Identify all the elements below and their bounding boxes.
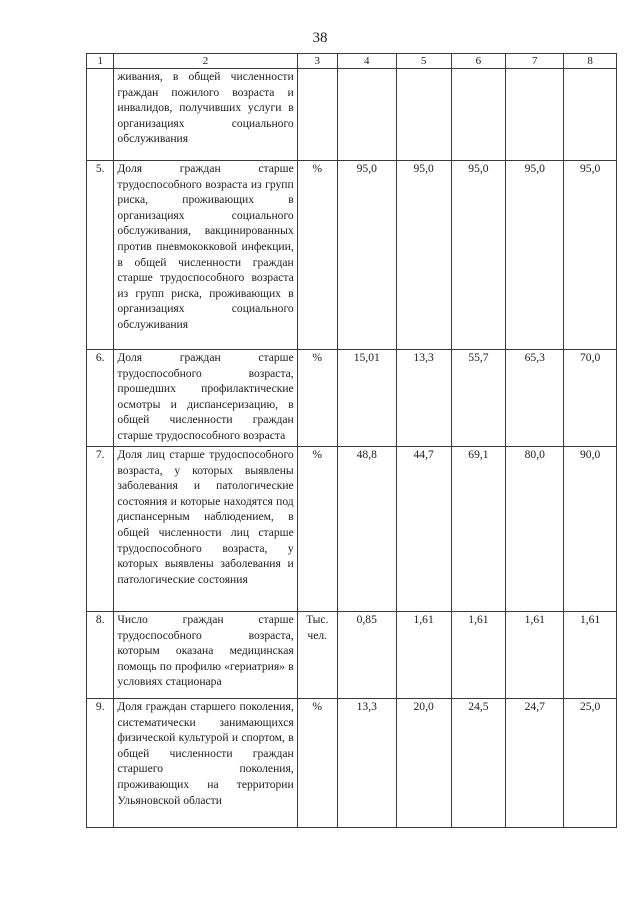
column-header: 6 (451, 54, 506, 69)
indicator-name: Доля граждан старшего поколения, систематически занимающихся физической культурой и спортом, в общей численности граждан старшего поколения, проживающих на территории Ульяновской области (114, 699, 297, 828)
value-cell (337, 69, 396, 161)
row-number: 7. (87, 447, 114, 612)
row-number: 8. (87, 612, 114, 699)
value-cell (506, 69, 564, 161)
value-cell: 95,0 (506, 161, 564, 350)
table-row (87, 161, 617, 350)
value-cell: 90,0 (564, 447, 617, 612)
row-number (87, 69, 114, 161)
column-number-row (87, 54, 617, 69)
unit-cell: Тыс. чел. (297, 612, 337, 699)
value-cell: 70,0 (564, 350, 617, 447)
value-cell: 1,61 (564, 612, 617, 699)
value-cell: 65,3 (506, 350, 564, 447)
value-cell: 95,0 (396, 161, 451, 350)
value-cell: 95,0 (451, 161, 506, 350)
value-cell: 13,3 (396, 350, 451, 447)
value-cell: 69,1 (451, 447, 506, 612)
value-cell: 55,7 (451, 350, 506, 447)
value-cell: 1,61 (451, 612, 506, 699)
value-cell: 25,0 (564, 699, 617, 828)
value-cell: 95,0 (564, 161, 617, 350)
column-header: 8 (564, 54, 617, 69)
unit-cell (297, 69, 337, 161)
value-cell: 24,7 (506, 699, 564, 828)
table-row (87, 69, 617, 161)
value-cell: 0,85 (337, 612, 396, 699)
value-cell (451, 69, 506, 161)
column-header: 5 (396, 54, 451, 69)
table-row (87, 612, 617, 699)
table-row (87, 699, 617, 828)
value-cell (396, 69, 451, 161)
value-cell: 20,0 (396, 699, 451, 828)
value-cell: 1,61 (506, 612, 564, 699)
value-cell: 44,7 (396, 447, 451, 612)
page-number: 38 (312, 30, 328, 46)
column-header: 3 (297, 54, 337, 69)
indicator-table (86, 53, 617, 828)
row-number: 9. (87, 699, 114, 828)
table-row (87, 447, 617, 612)
value-cell: 24,5 (451, 699, 506, 828)
value-cell: 13,3 (337, 699, 396, 828)
unit-cell: % (297, 447, 337, 612)
unit-cell: % (297, 699, 337, 828)
value-cell: 15,01 (337, 350, 396, 447)
value-cell (564, 69, 617, 161)
column-header: 2 (114, 54, 297, 69)
unit-cell: % (297, 161, 337, 350)
indicator-name: Доля лиц старше трудоспособного возраста, у которых выявлены заболевания и патологические состояния и которые находятся под диспансерным наблюдением, в общей численности лиц старше трудоспособного возраста, у которых выявлены заболевания и патологические состояния (114, 447, 297, 612)
indicator-name: Число граждан старше трудоспособного возраста, которым оказана медицинская помощь по профилю «гериатрия» в условиях стационара (114, 612, 297, 699)
value-cell: 1,61 (396, 612, 451, 699)
indicator-name: живания, в общей численности граждан пожилого возраста и инвалидов, получивших услуги в организациях социального обслуживания (114, 69, 297, 161)
column-header: 4 (337, 54, 396, 69)
row-number: 5. (87, 161, 114, 350)
column-header: 1 (87, 54, 114, 69)
column-header: 7 (506, 54, 564, 69)
row-number: 6. (87, 350, 114, 447)
table-row (87, 350, 617, 447)
value-cell: 80,0 (506, 447, 564, 612)
value-cell: 48,8 (337, 447, 396, 612)
indicator-name: Доля граждан старше трудоспособного возраста, прошедших профилактические осмотры и диспансеризацию, в общей численности граждан старше трудоспособного возраста (114, 350, 297, 447)
value-cell: 95,0 (337, 161, 396, 350)
indicator-name: Доля граждан старше трудоспособного возраста из групп риска, проживающих в организациях социального обслуживания, вакцинированных против пневмококковой инфекции, в общей численности граждан старше трудоспособного возраста из групп риска, проживающих в организациях социального обслуживания (114, 161, 297, 350)
unit-cell: % (297, 350, 337, 447)
